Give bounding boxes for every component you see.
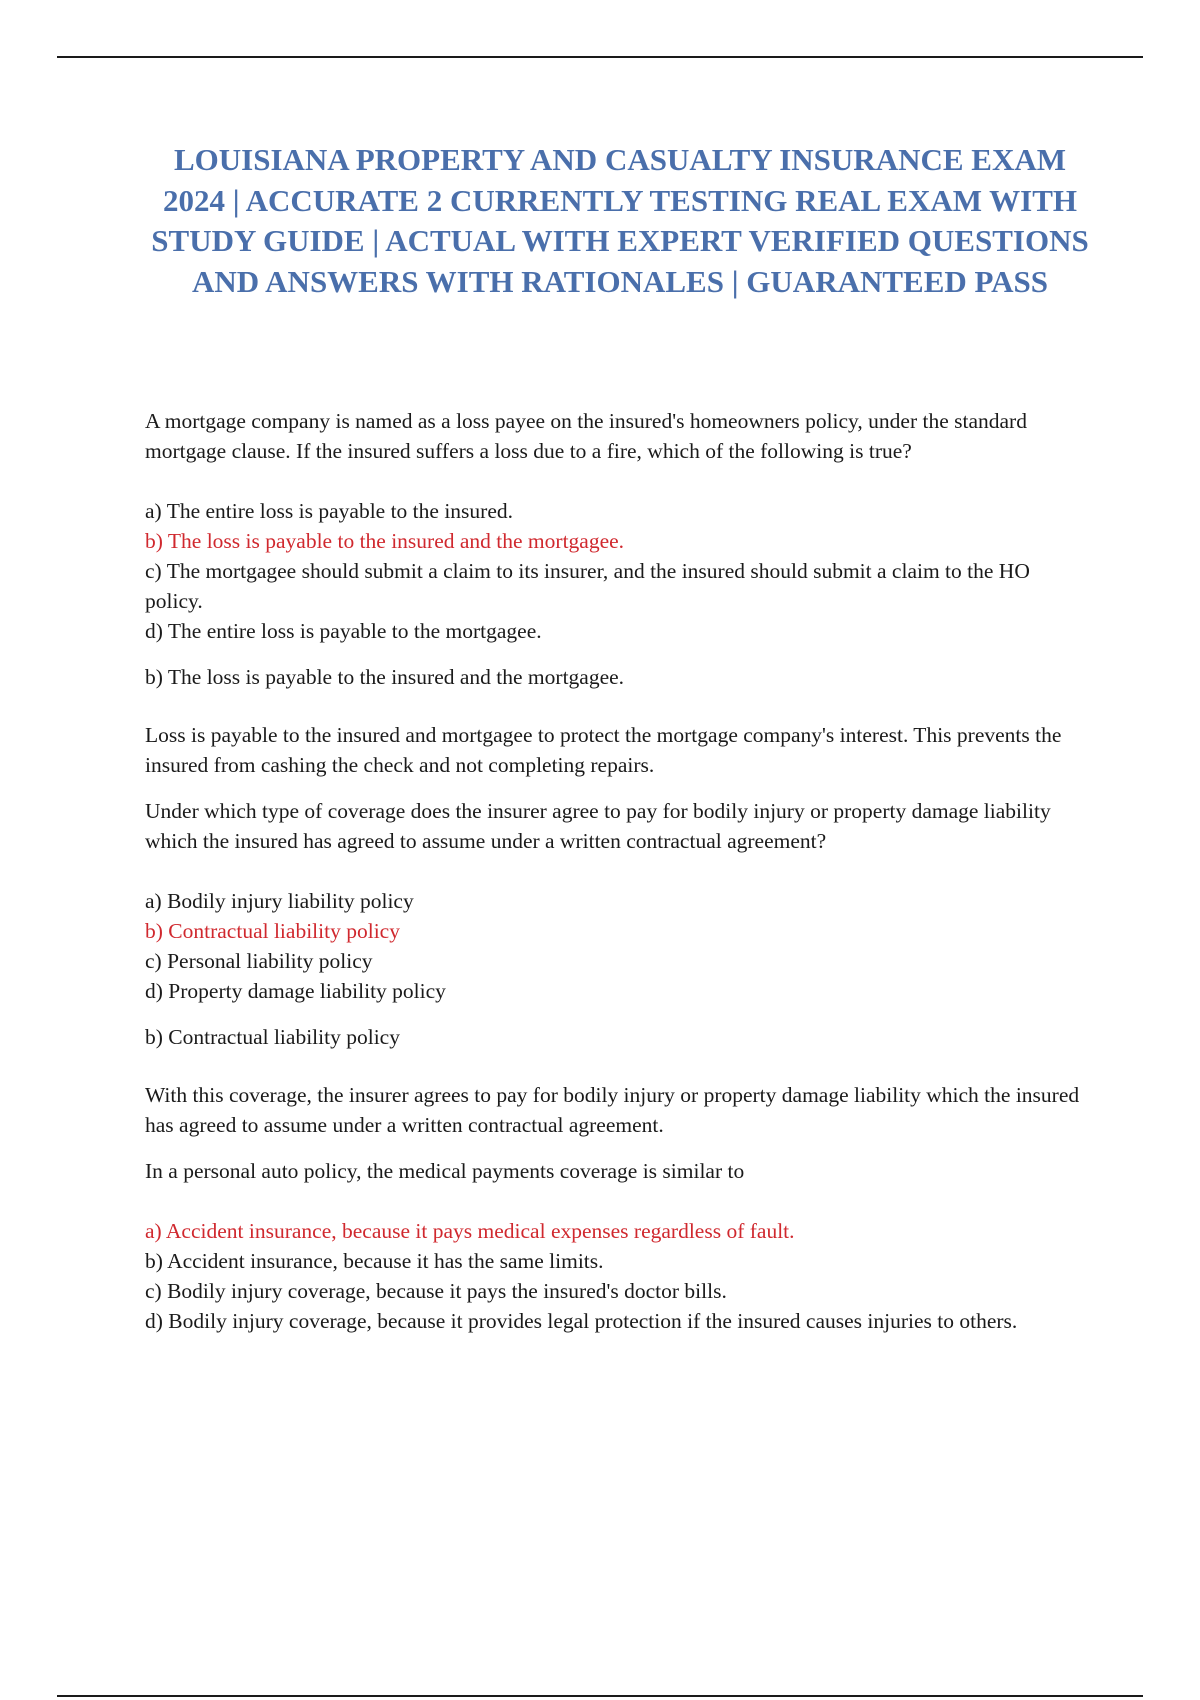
option-b-correct: b) Contractual liability policy — [145, 919, 400, 943]
answer-text: b) The loss is payable to the insured and the mortgagee. — [145, 665, 625, 689]
question-block-1 — [145, 406, 1090, 780]
question-text: In a personal auto policy, the medical payments coverage is similar to — [145, 1159, 745, 1183]
option-b-correct: b) The loss is payable to the insured and the mortgagee. — [145, 529, 625, 553]
question-block-2 — [145, 796, 1090, 1140]
question-block-3 — [145, 1156, 1090, 1336]
rationale-text: Loss is payable to the insured and mortgagee to protect the mortgage company's interest. This prevents the insured from cashing the check and not completing repairs. — [145, 723, 1062, 777]
question-text: Under which type of coverage does the insurer agree to pay for bodily injury or property damage liability which the insured has agreed to assume under a written contractual agreement? — [145, 799, 1051, 853]
option-a-correct: a) Accident insurance, because it pays medical expenses regardless of fault. — [145, 1219, 795, 1243]
option-d: d) Bodily injury coverage, because it provides legal protection if the insured causes injuries to others. — [145, 1309, 1018, 1333]
bottom-rule — [57, 1695, 1143, 1697]
document-title: LOUISIANA PROPERTY AND CASUALTY INSURANCE EXAM 2024 | ACCURATE 2 CURRENTLY TESTING REAL EXAM WITH STUDY GUIDE | ACTUAL WITH EXPERT VERIFIED QUESTIONS AND ANSWERS WITH RATIONALES | GUARANTEED PASS — [151, 142, 1089, 299]
rationale-text: With this coverage, the insurer agrees to pay for bodily injury or property damage liability which the insured has agreed to assume under a written contractual agreement. — [145, 1083, 1080, 1137]
option-c: c) Bodily injury coverage, because it pays the insured's doctor bills. — [145, 1279, 727, 1303]
option-d: d) The entire loss is payable to the mortgagee. — [145, 619, 542, 643]
option-c: c) The mortgagee should submit a claim to its insurer, and the insured should submit a claim to the HO policy. — [145, 559, 1030, 613]
option-a: a) The entire loss is payable to the insured. — [145, 499, 513, 523]
option-b: b) Accident insurance, because it has the same limits. — [145, 1249, 604, 1273]
question-text: A mortgage company is named as a loss payee on the insured's homeowners policy, under the standard mortgage clause. If the insured suffers a loss due to a fire, which of the following is true? — [145, 409, 1027, 463]
option-d: d) Property damage liability policy — [145, 979, 446, 1003]
top-rule — [57, 56, 1143, 58]
option-c: c) Personal liability policy — [145, 949, 373, 973]
document-content — [145, 406, 1090, 1336]
option-a: a) Bodily injury liability policy — [145, 889, 414, 913]
answer-text: b) Contractual liability policy — [145, 1025, 400, 1049]
